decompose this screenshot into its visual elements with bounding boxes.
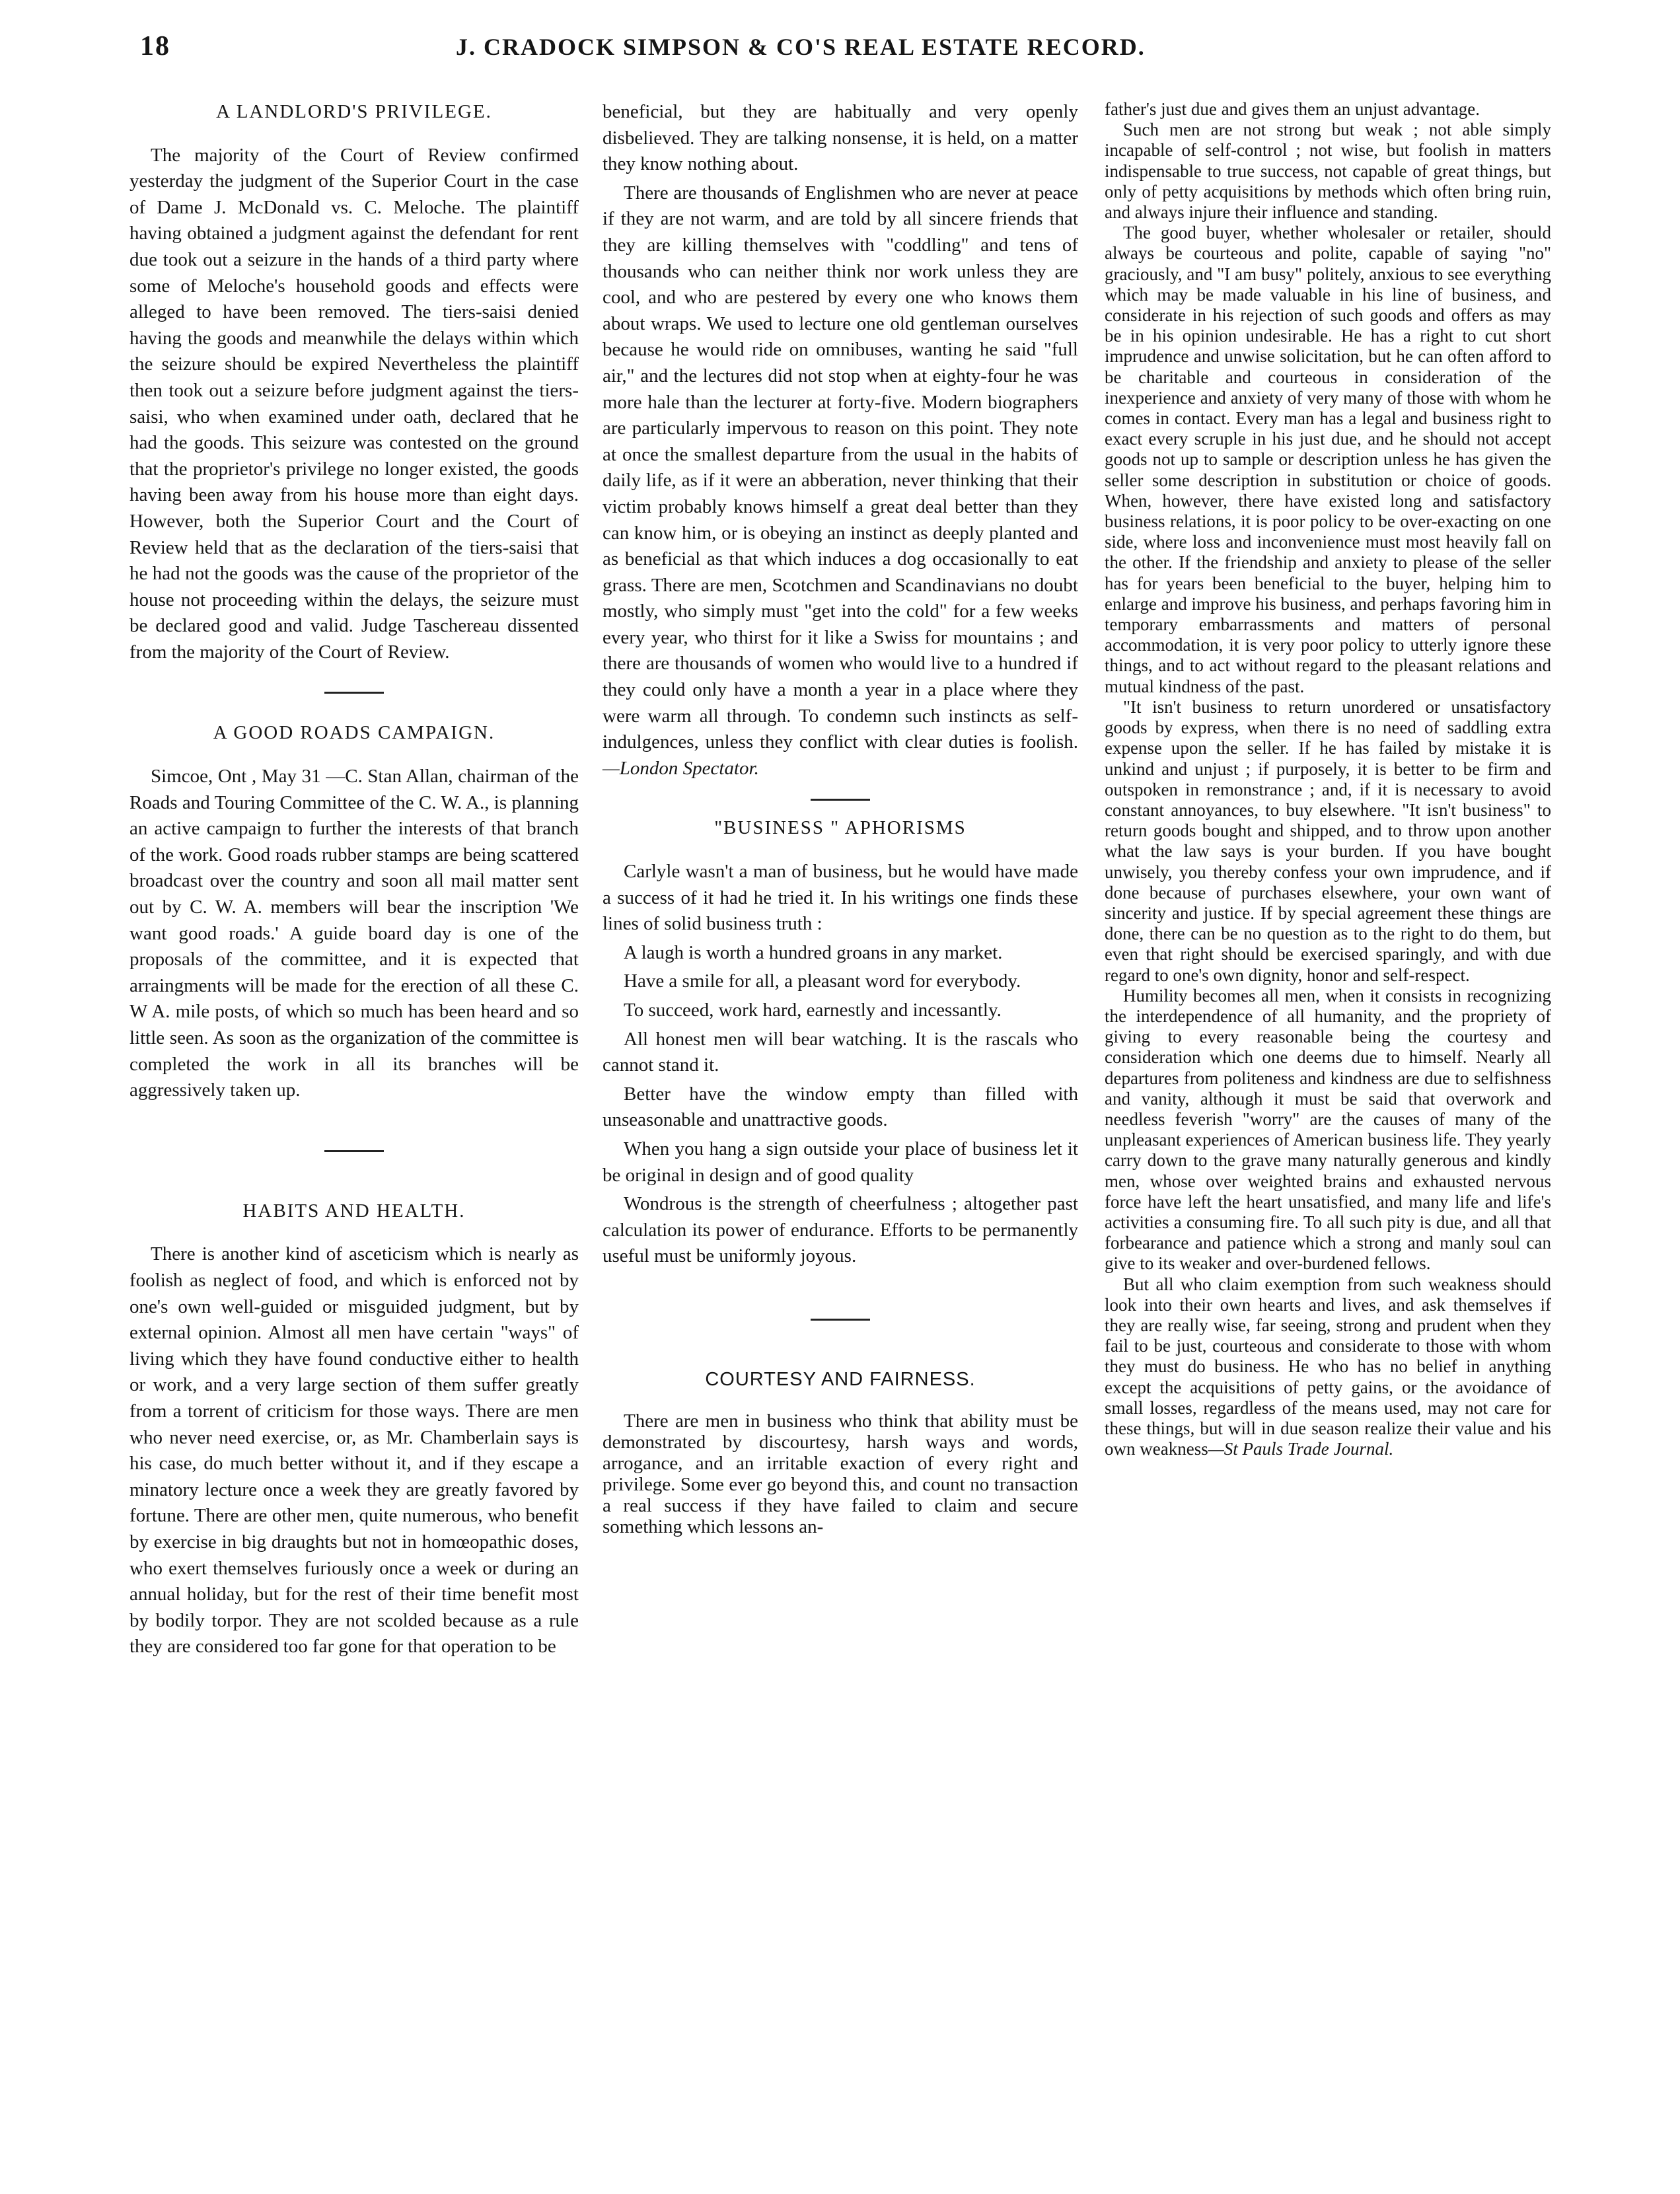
aphorism: A laugh is worth a hundred groans in any market.	[624, 941, 1003, 963]
courtesy-heading: COURTESY AND FAIRNESS.	[705, 1368, 976, 1390]
aphorisms-heading: "BUSINESS " APHORISMS	[714, 817, 967, 839]
column-3	[1105, 99, 1551, 1459]
source-credit: —St Pauls Trade Journal.	[1208, 1439, 1394, 1459]
habits-text: There are thousands of Englishmen who are never at peace if they are not warm, and are told by all sincere friends that they are killing themselves with "coddling" and tens of thousands who can neither think nor work unless they are cool, and who are pestered by every one who knows them about wraps. We used to lecture one old gentleman ourselves because he would ride on omnibuses, wanting he said "full air," and the lectures did not stop when at eighty-four he was more hale than the lecturer at forty-five. Modern biographers are particularly impervous to reason on this point. They note at once the smallest departure from the usual in the habits of daily life, as if it were an abberation, never thinking that their victim probably knows himself a great deal better than they can know him, or is obeying an instinct as deeply planted and as beneficial as that which induces a dog occasionally to eat grass. There are men, Scotchmen and Scandinavians no doubt mostly, who simply must "get into the cold" for a few weeks every year, who thirst for it like a Swiss for mountains ; and there are thousands of women who would live to a hundred if they could only have a month a year in a place where they were warm all through. To condemn such instincts as self-indulgences, unless they conflict with clear duties is foolish.	[603, 182, 1078, 753]
habits-heading: HABITS AND HEALTH.	[242, 1200, 466, 1222]
aphorism: Carlyle wasn't a man of business, but he would have made a success of it had he tried it. In his writings one finds these lines of solid business truth :	[603, 861, 1078, 935]
courtesy-paragraph	[1105, 1274, 1551, 1460]
courtesy-paragraph: The good buyer, whether wholesaler or retailer, should always be courteous and polite, capable of saying "no" graciously, and "I am busy" politely, anxious to see everything which may be made valuable in his line of business, and considerate in his rejection of such goods and offers as may be in his opinion undesirable. He has a right to cut short imprudence and unwise solicitation, but he can often afford to be charitable and courteous in consideration of the inexperience and anxiety of very many of those with whom he comes in contact. Every man has a legal and business right to exact every scruple in his just due, and he should not accept goods not up to sample or description unless he has given the seller some description in substitution or choice of goods. When, however, there have existed long and satisfactory business relations, it is poor policy to be over-exacting on one side, where loss and inconvenience must most heavily fall on the other. If the friendship and anxiety to please of the seller has for years been beneficial to the buyer, helping him to enlarge and improve his business, and perhaps favoring him in temporary embarrassments and matters of personal accommodation, it is very poor policy to utterly ignore these things, and to act without regard to the pleasant relations and mutual kindness of the past.	[1105, 223, 1551, 696]
aphorism: Have a smile for all, a pleasant word for everybody.	[624, 970, 1021, 992]
aphorism: Wondrous is the strength of cheerfulness ; altogether past calculation its power of endurance. Efforts to be permanently useful must be uniformly joyous.	[603, 1193, 1078, 1267]
courtesy-paragraph: Such men are not strong but weak ; not able simply incapable of self-control ; not wise, but foolish in matters indispensable to true success, not capable of great things, but only of petty acquisitions by methods which often bring ruin, and always injure their influence and standing.	[1105, 120, 1551, 223]
source-credit: —London Spectator.	[603, 757, 759, 779]
aphorism: Better have the window empty than filled with unseasonable and unattractive goods.	[603, 1083, 1078, 1131]
landlord-heading: A LANDLORD'S PRIVILEGE.	[216, 101, 492, 122]
aphorism: To succeed, work hard, earnestly and incessantly.	[624, 1000, 1002, 1021]
aphorism: All honest men will bear watching. It is the rascals who cannot stand it.	[603, 1028, 1078, 1076]
habits-body: There is another kind of asceticism which is nearly as foolish as neglect of food, and which is enforced not by one's own well-guided or misguided judgment, but by external opinion. Almost all men have certain "ways" of living which they have found conductive either to health or work, and a very large section of them suffer greatly from a torrent of criticism for those ways. There are men who never need exercise, or, as Mr. Chamberlain says is his case, do much better without it, and if they escape a minatory lecture once a week they are greatly favored by fortune. There are other men, quite numerous, who benefit by exercise in big draughts but not in homœopathic doses, who exert themselves furiously once a week or during an annual holiday, but for the rest of their time benefit most by bodily torpor. They are not scolded because as a rule they are considered too far gone for that operation to be	[129, 1243, 579, 1658]
page-number: 18	[140, 31, 170, 61]
column-1	[129, 99, 579, 1660]
courtesy-continued: father's just due and gives them an unjust advantage.	[1105, 99, 1480, 119]
column-2	[603, 99, 1078, 1540]
courtesy-body: There are men in business who think that ability must be demonstrated by discourtesy, harsh ways and words, arrogance, and an irritable exaction of every right and privilege. Some ever go beyond this, and count no transaction a real success if they have failed to claim and secure something which lessons an-	[603, 1410, 1078, 1537]
running-head: J. CRADOCK SIMPSON & CO'S REAL ESTATE RECORD.	[456, 34, 1146, 60]
roads-body: Simcoe, Ont , May 31 —C. Stan Allan, chairman of the Roads and Touring Committee of the C. W. A., is planning an active campaign to further the interests of that branch of the work. Good roads rubber stamps are being scattered broadcast over the country and soon all mail matter sent out by C. W. A. members will bear the inscription 'We want good roads.' A guide board day is one of the proposals of the committee, and it is expected that arraingments will be made for the erection of all these C. W A. mile posts, of which so much has been heard and so little seen. As soon as the organization of the committee is completed the work in all its branches will be aggressively taken up.	[129, 766, 579, 1101]
courtesy-paragraph: Humility becomes all men, when it consists in recognizing the interdependence of all humanity, and the propriety of giving to every reasonable being the courtesy and consideration which one deems due to himself. Nearly all departures from politeness and kindness are due to selfishness and vanity, although it must be said that overwork and needless feverish "worry" are the causes of many of the unpleasant experiences of American business life. They yearly carry down to the grave many naturally generous and kindly men, whose over weighted brains and exhausted nervous force have left the heart unsatisfied, and many life and life's activities a consuming fire. To all such pity is due, and all that forbearance and patience which a strong and manly soul can give to its weaker and over-burdened fellows.	[1105, 985, 1551, 1274]
habits-continued: beneficial, but they are habitually and very openly disbelieved. They are talking nonsense, it is held, on a matter they know nothing about.	[603, 101, 1078, 175]
aphorism: When you hang a sign outside your place of business let it be original in design and of good quality	[603, 1138, 1078, 1186]
habits-continued	[603, 180, 1078, 782]
courtesy-text: But all who claim exemption from such weakness should look into their own hearts and lives, and ask themselves if they are really wise, far seeing, strong and prudent when they fail to be just, courteous and considerate to those with whom they must do business. He who has no belief in anything except the acquisitions of petty gains, or the avoidance of small losses, regardless of the means used, may not care for these things, but will in due season realize their value and his own weakness	[1105, 1274, 1551, 1459]
landlord-body: The majority of the Court of Review confirmed yesterday the judgment of the Superior Court in the case of Dame J. McDonald vs. C. Meloche. The plaintiff having obtained a judgment against the defendant for rent due took out a seizure in the hands of a third party where some of Meloche's household goods and effects were alleged to have been removed. The tiers-saisi denied having the goods and meanwhile the delays within which the seizure should be expired Nevertheless the plaintiff then took out a seizure before judgment against the tiers-saisi, who when examined under oath, declared that he had the goods. This seizure was contested on the ground that the proprietor's privilege no longer existed, the goods having been away from his house more than eight days. However, both the Superior Court and the Court of Review held that as the declaration of the tiers-saisi that he had not the goods was the cause of the proprietor of the house not proceeding within the delays, the seizure must be declared good and valid. Judge Taschereau dissented from the majority of the Court of Review.	[129, 144, 579, 663]
courtesy-paragraph: "It isn't business to return unordered or unsatisfactory goods by express, when there is no need of saddling extra expense upon the seller. If he has failed by mistake it is unkind and unjust ; if purposely, it is better to be firm and outspoken in remonstrance ; and, if it is necessary to avoid constant annoyances, to buy elsewhere. "It isn't business" to return goods bought and shipped, and to throw upon another what the law says is your burden. If you have bought unwisely, you thereby confess your own imprudence, and if done because of purchases elsewhere, your own want of sincerity and justice. If by special agreement these things are done, there can be no question as to the right to do them, but even that right should be exercised sparingly, and with due regard to one's own dignity, honor and self-respect.	[1105, 696, 1551, 985]
roads-heading: A GOOD ROADS CAMPAIGN.	[213, 722, 495, 744]
